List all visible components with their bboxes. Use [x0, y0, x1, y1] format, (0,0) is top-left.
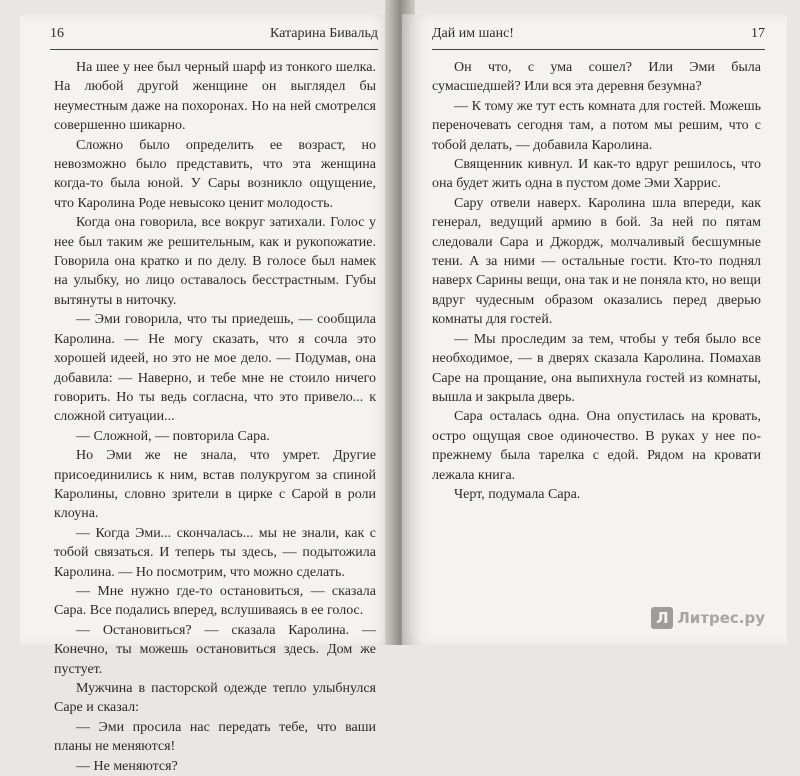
paragraph: Черт, подумала Сара.: [454, 486, 581, 502]
left-page: [20, 14, 398, 774]
paragraph: — Когда Эми... скончалась... мы не знали, как с тобой связаться. И теперь ты здесь, — подытожила Каролина. — Но посмотрим, что можно сделать.: [54, 525, 376, 580]
paragraph: Сложно было определить ее возраст, но невозможно было представить, что эта женщина когда-то была юной. У Сары возникло ощущение, что Каролина Роде невысоко ценит молодость.: [54, 137, 376, 211]
header-rule: [50, 49, 378, 50]
paragraph: — Не меняются?: [76, 758, 178, 774]
paragraph: — Мне нужно где-то остановиться, — сказала Сара. Все подались вперед, вслушиваясь в ее голос.: [54, 583, 376, 619]
right-page: [402, 14, 787, 645]
paragraph: На шее у нее был черный шарф из тонкого шелка. На любой другой женщине он выглядел бы неуместным даже на похоронах. Но на ней смотрелся совершенно шикарно.: [54, 60, 376, 134]
right-page-header: [432, 26, 765, 42]
paragraph: Сара осталась одна. Она опустилась на кровать, остро ощущая свое одиночество. В руках у нее по-прежнему была тарелка с едой. Рядом на кровати лежала книга.: [432, 409, 761, 483]
page-number: 17: [751, 26, 765, 41]
paragraph: — Сложной, — повторила Сара.: [76, 428, 270, 444]
page-number: 16: [50, 26, 64, 41]
paragraph: — Мы проследим за тем, чтобы у тебя было все необходимое, — в дверях сказала Каролина. Помахав Саре на прощание, она выпихнула гостей из комнаты, вышла и закрыла дверь.: [432, 331, 761, 405]
watermark-text: Литрес.ру: [677, 609, 765, 627]
header-rule: [432, 49, 765, 50]
paragraph: — Остановиться? — сказала Каролина. — Конечно, ты можешь остановиться здесь. Дом же пустует.: [54, 622, 376, 677]
paragraph: Когда она говорила, все вокруг затихали. Голос у нее был таким же решительным, как и рукопожатие. Говорила она кратко и по делу. В голосе был намек на улыбку, но лицо оставалось бесстрастным. Губы вытянуты в ниточку.: [54, 215, 376, 308]
watermark-logo-icon: Л: [651, 607, 673, 629]
paragraph: — К тому же тут есть комната для гостей. Можешь переночевать сегодня там, а потом мы решим, что с тобой делать, — добавила Каролина.: [432, 98, 761, 153]
paragraph: Сару отвели наверх. Каролина шла впереди, как генерал, ведущий армию в бой. За ней по пятам следовали Сара и Джордж, молчаливый бесшумные тени. А за ними — остальные гости. Кто-то поднял наверх Сарины вещи, она так и не поняла кто, но вещи вдруг чудесным образом оказались перед дверью комнаты для гостей.: [432, 195, 761, 328]
running-head-title: Дай им шанс!: [432, 26, 514, 41]
paragraph: — Эми говорила, что ты приедешь, — сообщила Каролина. — Не могу сказать, что я сочла это хорошей идеей, но это не мое дело. — Подумав, она добавила: — Наверно, и тебе мне не стоило ничего говорить. Но ты ведь согласна, что это привело... к сложной ситуации...: [54, 312, 376, 425]
paragraph: Но Эми же не знала, что умрет. Другие присоединились к ним, встав полукругом за спиной Каролины, словно зрители в цирке с Сарой в роли клоуна.: [54, 448, 376, 522]
right-page-body: [432, 58, 761, 504]
paragraph: — Эми просила нас передать тебе, что ваши планы не меняются!: [54, 719, 376, 755]
running-head-author: Катарина Бивальд: [270, 26, 378, 41]
paragraph: Священник кивнул. И как-то вдруг решилось, что она будет жить одна в пустом доме Эми Харрис.: [432, 157, 761, 192]
left-page-header: [50, 26, 378, 42]
paragraph: Он что, с ума сошел? Или Эми была сумасшедшей? Или вся эта деревня безумна?: [432, 60, 761, 95]
watermark: [651, 607, 765, 629]
left-page-body: [54, 58, 376, 776]
paragraph: Мужчина в пасторской одежде тепло улыбнулся Саре и сказал:: [54, 681, 376, 716]
